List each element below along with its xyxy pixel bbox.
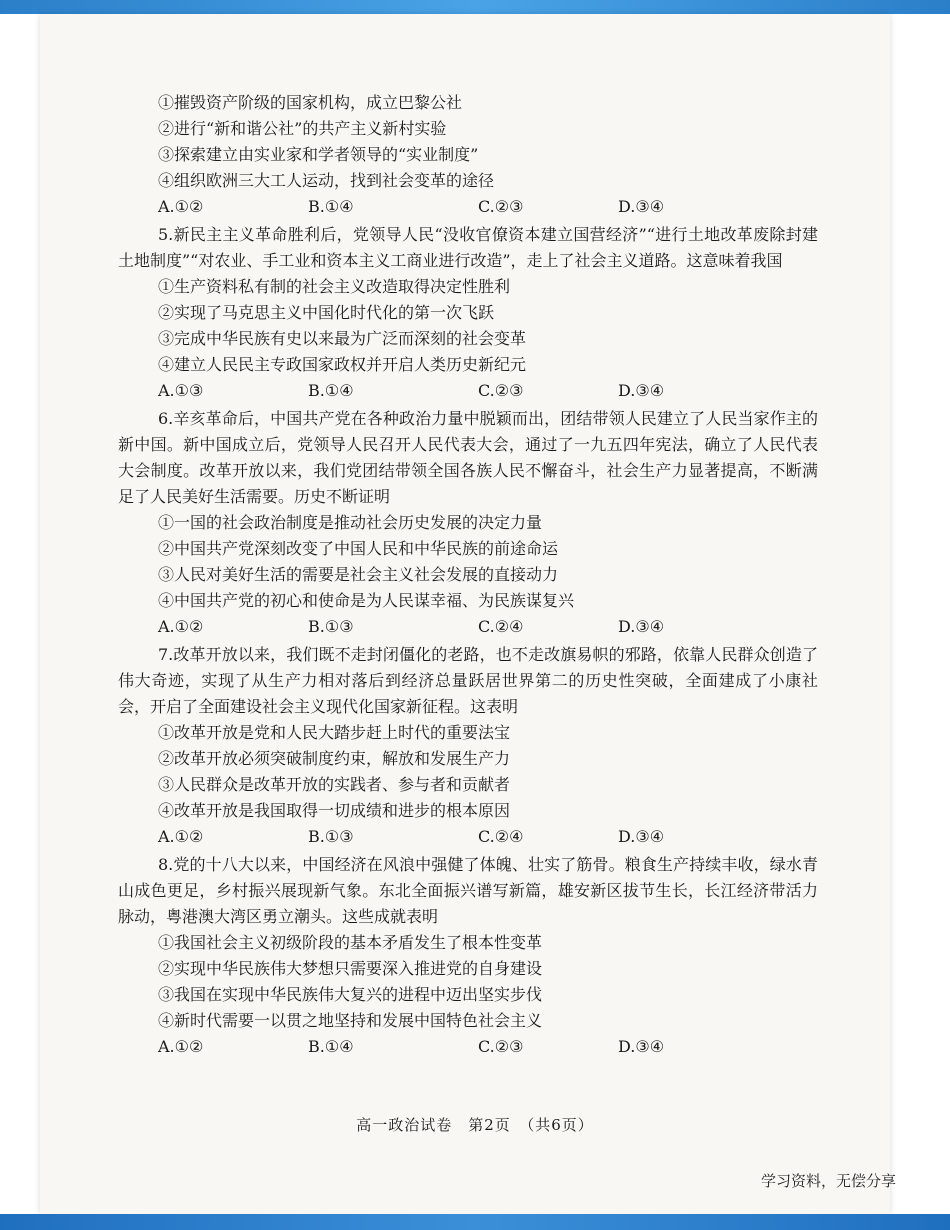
q4-option-4: ④组织欧洲三大工人运动，找到社会变革的途径	[158, 171, 495, 190]
q5-choice-c: C.②③	[478, 381, 524, 400]
q5-choice-b: B.①④	[308, 381, 354, 400]
q7-choice-d: D.③④	[618, 827, 665, 846]
question-6-block	[118, 406, 818, 640]
q5-option-3: ③完成中华民族有史以来最为广泛而深刻的社会变革	[158, 329, 527, 348]
exam-content	[118, 88, 818, 1060]
q8-choice-d: D.③④	[618, 1037, 665, 1056]
q6-choice-c: C.②④	[478, 617, 524, 636]
q6-stem: 6.辛亥革命后，中国共产党在各种政治力量中脱颖而出，团结带领人民建立了人民当家作主的新中国。新中国成立后，党领导人民召开人民代表大会，通过了一九五四年宪法，确立了人民代表大会制度。改革开放以来，我们党团结带领全国各族人民不懈奋斗，社会生产力显著提高，不断满足了人民美好生活需要。历史不断证明	[118, 409, 818, 506]
q8-choice-b: B.①④	[308, 1037, 354, 1056]
q5-option-4: ④建立人民民主专政国家政权并开启人类历史新纪元	[158, 355, 527, 374]
q4-choice-b: B.①④	[308, 197, 354, 216]
q4-option-1: ①摧毁资产阶级的国家机构，成立巴黎公社	[158, 93, 463, 112]
q5-option-1: ①生产资料私有制的社会主义改造取得决定性胜利	[158, 277, 511, 296]
q7-option-1: ①改革开放是党和人民大踏步赶上时代的重要法宝	[158, 723, 511, 742]
q7-choice-a: A.①②	[158, 827, 204, 846]
q4-choice-d: D.③④	[618, 197, 665, 216]
q5-choices	[118, 378, 818, 404]
q5-stem: 5.新民主主义革命胜利后，党领导人民“没收官僚资本建立国营经济”“进行土地改革废除封建土地制度”“对农业、手工业和资本主义工商业进行改造”，走上了社会主义道路。这意味着我国	[118, 225, 818, 270]
q7-choice-c: C.②④	[478, 827, 524, 846]
q7-option-4: ④改革开放是我国取得一切成绩和进步的根本原因	[158, 801, 511, 820]
q6-option-4: ④中国共产党的初心和使命是为人民谋幸福、为民族谋复兴	[158, 591, 575, 610]
q4-choices	[118, 194, 818, 220]
q6-option-1: ①一国的社会政治制度是推动社会历史发展的决定力量	[158, 513, 543, 532]
q7-choices	[118, 824, 818, 850]
q6-choice-a: A.①②	[158, 617, 204, 636]
question-4-block	[118, 90, 818, 220]
q8-choice-a: A.①②	[158, 1037, 204, 1056]
q8-option-3: ③我国在实现中华民族伟大复兴的进程中迈出坚实步伐	[158, 985, 543, 1004]
q5-choice-d: D.③④	[618, 381, 665, 400]
watermark-text: 学习资料，无偿分享	[760, 1172, 896, 1190]
question-8-block	[118, 852, 818, 1060]
q5-option-2: ②实现了马克思主义中国化时代化的第一次飞跃	[158, 303, 495, 322]
q8-option-2: ②实现中华民族伟大梦想只需要深入推进党的自身建设	[158, 959, 543, 978]
q5-choice-a: A.①③	[158, 381, 204, 400]
page-footer: 高一政治试卷 第2页 （共6页）	[356, 1116, 594, 1134]
q4-choice-a: A.①②	[158, 197, 204, 216]
question-7-block	[118, 642, 818, 850]
q8-choice-c: C.②③	[478, 1037, 524, 1056]
q8-choices	[118, 1034, 818, 1060]
top-scan-bar	[0, 0, 950, 14]
q6-choice-b: B.①③	[308, 617, 354, 636]
q8-option-1: ①我国社会主义初级阶段的基本矛盾发生了根本性变革	[158, 933, 543, 952]
q7-option-3: ③人民群众是改革开放的实践者、参与者和贡献者	[158, 775, 511, 794]
question-5-block	[118, 222, 818, 404]
q8-stem: 8.党的十八大以来，中国经济在风浪中强健了体魄、壮实了筋骨。粮食生产持续丰收，绿水青山成色更足，乡村振兴展现新气象。东北全面振兴谱写新篇，雄安新区拔节生长，长江经济带活力脉动，粤港澳大湾区勇立潮头。这些成就表明	[118, 855, 818, 926]
q4-option-2: ②进行“新和谐公社”的共产主义新村实验	[158, 119, 447, 138]
q4-option-3: ③探索建立由实业家和学者领导的“实业制度”	[158, 145, 479, 164]
q6-option-3: ③人民对美好生活的需要是社会主义社会发展的直接动力	[158, 565, 559, 584]
bottom-scan-bar	[0, 1214, 950, 1230]
q7-choice-b: B.①③	[308, 827, 354, 846]
q6-choices	[118, 614, 818, 640]
q7-option-2: ②改革开放必须突破制度约束，解放和发展生产力	[158, 749, 511, 768]
q8-option-4: ④新时代需要一以贯之地坚持和发展中国特色社会主义	[158, 1011, 543, 1030]
q4-choice-c: C.②③	[478, 197, 524, 216]
q6-option-2: ②中国共产党深刻改变了中国人民和中华民族的前途命运	[158, 539, 559, 558]
q7-stem: 7.改革开放以来，我们既不走封闭僵化的老路，也不走改旗易帜的邪路，依靠人民群众创造了伟大奇迹，实现了从生产力相对落后到经济总量跃居世界第二的历史性突破，全面建成了小康社会，开启了全面建设社会主义现代化国家新征程。这表明	[118, 645, 818, 716]
q6-choice-d: D.③④	[618, 617, 665, 636]
